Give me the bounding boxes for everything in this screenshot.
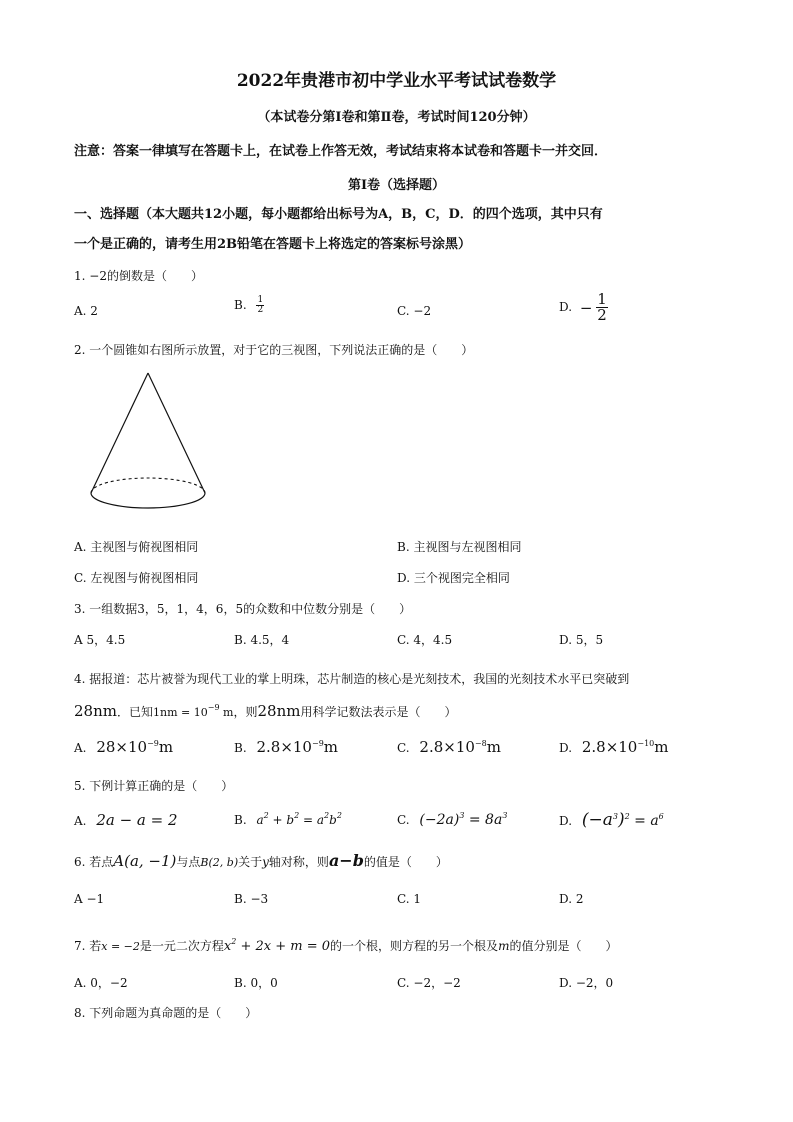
text-fragment: 7. 若	[74, 939, 102, 953]
math-unit: m	[486, 738, 501, 756]
question-4-stem-line2	[74, 702, 456, 720]
exam-subtitle: （本试卷分第Ⅰ卷和第Ⅱ卷，考试时间120分钟）	[257, 110, 536, 125]
math-exponent: −9	[207, 703, 220, 712]
text-fragment: 与点	[176, 855, 201, 869]
text-fragment: 的值是（ ）	[363, 855, 448, 869]
math-exponent: −9	[147, 739, 159, 748]
math-nm-definition	[153, 703, 234, 719]
math-exponent: 3	[612, 812, 618, 821]
question-1-option-a: A. 2	[74, 304, 98, 318]
question-2-option-b: B. 主视图与左视图相同	[397, 540, 522, 554]
question-2-option-a: A. 主视图与俯视图相同	[74, 540, 199, 554]
math-term: b	[329, 813, 337, 827]
cone-right-edge	[148, 373, 205, 493]
question-7-option-d: D. −2，0	[559, 976, 614, 990]
math-term: a	[256, 813, 264, 827]
math-base: 2.8×10	[581, 738, 638, 756]
exam-notice: 注意：答案一律填写在答题卡上，在试卷上作答无效，考试结束将本试卷和答题卡一并交回．	[74, 144, 608, 159]
math-term: )	[617, 810, 625, 830]
text-fragment: 轴对称，则	[268, 855, 329, 869]
text-fragment: 6. 若点	[74, 855, 114, 869]
question-2-option-c: C. 左视图与俯视图相同	[74, 571, 199, 585]
question-1-option-c: C. −2	[397, 304, 432, 318]
question-4-option-a	[74, 738, 173, 756]
question-2-option-d: D. 三个视图完全相同	[397, 571, 510, 585]
math-term: + 2x + m = 0	[236, 939, 331, 954]
math-base: 2.8×10	[419, 738, 475, 756]
question-3-option-c: C. 4，4.5	[397, 633, 453, 647]
option-label: D.	[559, 741, 573, 755]
question-6-option-b: B. −3	[234, 892, 269, 906]
option-label: B.	[234, 298, 247, 312]
question-7-stem	[74, 937, 617, 954]
math-expression	[419, 812, 507, 828]
question-4-option-c	[397, 738, 501, 756]
math-exponent: −9	[311, 739, 324, 748]
math-exponent: 3	[459, 811, 465, 820]
math-variable: m	[498, 939, 510, 953]
math-exponent: −10	[637, 739, 655, 748]
math-exponent: −8	[474, 739, 487, 748]
math-expression: a−b	[328, 851, 364, 870]
math-term: = a	[629, 813, 659, 829]
question-7-option-b: B. 0，0	[234, 976, 278, 990]
text-fragment: ．已知	[116, 705, 153, 719]
question-5-option-a	[74, 811, 178, 829]
math-equation	[224, 939, 330, 954]
option-label: C.	[397, 741, 410, 755]
part-title: 第Ⅰ卷（选择题）	[347, 178, 446, 193]
fraction-half	[596, 292, 608, 323]
question-4-option-b	[234, 738, 338, 756]
math-term: (−a	[581, 810, 613, 830]
math-point-b: B(2, b)	[200, 856, 239, 869]
math-exponent: 2	[336, 811, 342, 820]
option-label: B.	[234, 813, 247, 827]
option-label: C.	[397, 813, 410, 827]
math-term: + b	[268, 813, 295, 827]
text-fragment: 关于	[238, 855, 263, 869]
page-title: 2022年贵港市初中学业水平考试试卷数学	[236, 71, 557, 91]
text-fragment: 的一个根，则方程的另一个根及	[330, 939, 499, 953]
fraction-numerator: 1	[597, 290, 607, 308]
math-unit: m	[219, 706, 234, 719]
fraction-denominator: 2	[597, 306, 607, 324]
question-5-option-d	[559, 810, 664, 830]
option-label: A.	[74, 814, 87, 828]
text-fragment: 用科学记数法表示是（ ）	[300, 705, 457, 719]
math-expression: x = −2	[101, 940, 140, 953]
question-2-stem: 2. 一个圆锥如右图所示放置，对于它的三视图，下列说法正确的是（ ）	[74, 343, 474, 357]
cone-left-edge	[91, 373, 148, 493]
question-3-option-b: B. 4.5，4	[234, 633, 290, 647]
question-6-option-a: A −1	[74, 892, 105, 906]
section-heading-line2: 一个是正确的，请考生用2B铅笔在答题卡上将选定的答案标号涂黑）	[74, 237, 472, 252]
text-fragment: 是一元二次方程	[139, 939, 224, 953]
question-6-option-d: D. 2	[559, 892, 584, 906]
math-base: 2.8×10	[256, 738, 312, 756]
math-point-a: A(a, −1)	[113, 852, 177, 870]
cone-base-hidden	[91, 478, 205, 493]
math-exponent: 2	[294, 811, 300, 820]
math-28nm: 28nm	[257, 702, 301, 720]
minus-sign: −	[579, 298, 593, 317]
question-1-option-b	[234, 296, 264, 315]
text-fragment: ，则	[233, 705, 258, 719]
question-4-option-d	[559, 738, 668, 756]
question-1-option-d	[559, 292, 608, 323]
math-exponent: 2	[624, 812, 630, 821]
fraction-denominator: 2	[257, 305, 264, 315]
math-exponent: 3	[502, 811, 508, 820]
option-label: D.	[559, 300, 573, 314]
question-5-option-c	[397, 812, 507, 828]
fraction-half	[256, 296, 264, 315]
math-exponent: 2	[231, 937, 237, 946]
question-3-option-d: D. 5，5	[559, 633, 604, 647]
option-label: D.	[559, 814, 573, 828]
question-8-stem: 8. 下列命题为真命题的是（ ）	[74, 1006, 258, 1020]
question-5-stem: 5. 下例计算正确的是（ ）	[74, 779, 234, 793]
math-expression: 2a − a = 2	[96, 811, 178, 829]
math-28nm: 28nm	[74, 702, 117, 720]
fraction-numerator: 1	[257, 295, 264, 305]
math-term: (−2a)	[419, 812, 460, 828]
math-base: 1nm = 10	[153, 706, 208, 719]
section-heading-line1: 一、选择题（本大题共12小题，每小题都给出标号为A，B，C，D．的四个选项，其中只有	[74, 207, 603, 222]
cone-base-front	[91, 493, 205, 508]
question-7-option-a: A. 0，−2	[74, 976, 128, 990]
question-5-option-b	[234, 813, 342, 827]
question-3-stem: 3. 一组数据3，5，1，4，6，5的众数和中位数分别是（ ）	[74, 602, 412, 616]
math-unit: m	[158, 738, 174, 756]
math-term: = 8a	[464, 812, 503, 828]
option-label: A.	[74, 741, 87, 755]
cone-figure	[86, 368, 211, 518]
math-exponent: 6	[658, 812, 664, 821]
math-axis-y: y	[262, 855, 269, 869]
question-6-stem	[74, 851, 448, 870]
question-7-option-c: C. −2，−2	[397, 976, 461, 990]
math-term: x	[223, 939, 232, 954]
question-3-option-a: A 5，4.5	[74, 633, 126, 647]
option-label: B.	[234, 741, 247, 755]
question-4-stem-line1: 4. 据报道：芯片被誉为现代工业的掌上明珠，芯片制造的核心是光刻技术，我国的光刻技术水平已突破到	[74, 672, 630, 686]
math-base: 28×10	[96, 738, 148, 756]
question-6-option-c: C. 1	[397, 892, 422, 906]
math-exponent: 2	[324, 811, 330, 820]
math-term: = a	[299, 813, 325, 827]
math-unit: m	[654, 738, 669, 756]
math-expression	[581, 810, 664, 830]
text-fragment: 的值分别是（ ）	[509, 939, 618, 953]
question-1-stem: 1. −2的倒数是（ ）	[74, 269, 203, 283]
math-exponent: 2	[263, 811, 269, 820]
math-unit: m	[323, 738, 339, 756]
math-expression	[256, 813, 341, 827]
